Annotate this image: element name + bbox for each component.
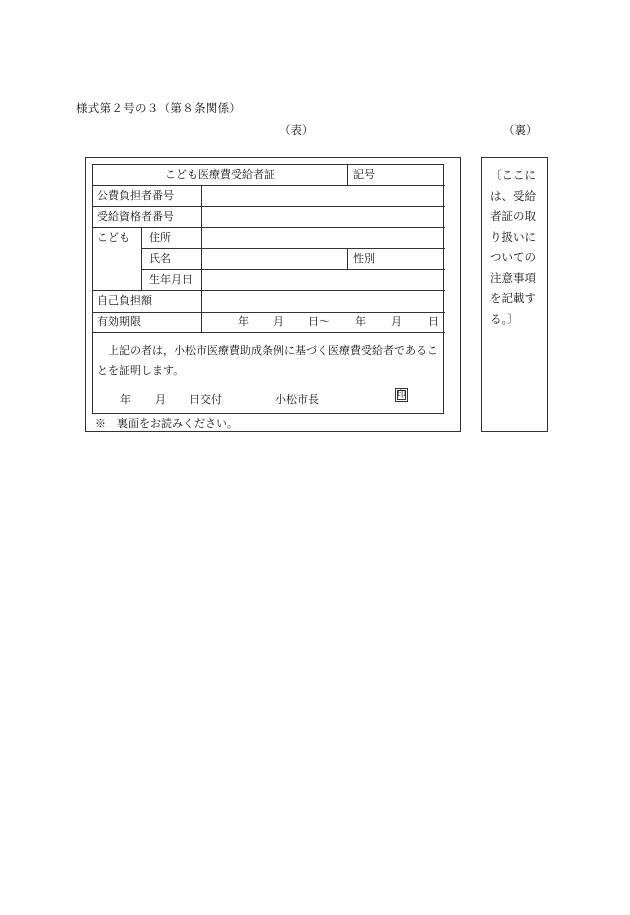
- birthdate-label: 生年月日: [149, 273, 193, 286]
- row-divider: [141, 269, 445, 270]
- certification-statement: 上記の者は，小松市医療費助成条例に基づく医療費受給者であることを証明します。: [97, 344, 438, 377]
- col-divider: [347, 248, 348, 269]
- back-line: る。〕: [490, 311, 519, 326]
- kigo-label: 記号: [353, 168, 375, 181]
- validity-day-2: 日: [428, 315, 439, 328]
- recipient-label: 受給資格者番号: [97, 210, 174, 223]
- back-card: [481, 157, 548, 432]
- copay-label: 自己負担額: [97, 294, 152, 307]
- back-line: は、受給: [490, 188, 536, 203]
- validity-month-1: 月: [273, 315, 284, 328]
- front-label: （表）: [279, 123, 314, 137]
- seal-char: 印: [396, 390, 406, 400]
- mayor-title: 小松市長: [275, 393, 319, 406]
- back-line: り扱いに: [490, 229, 536, 244]
- card-title: こども医療費受給者証: [165, 168, 275, 181]
- row-divider: [141, 248, 445, 249]
- back-line: を記載す: [490, 291, 536, 305]
- col-divider: [141, 227, 142, 290]
- row-divider: [93, 290, 445, 291]
- row-divider: [93, 185, 445, 186]
- back-line: 注意事項: [490, 270, 536, 285]
- gender-label: 性別: [353, 252, 375, 265]
- issue-day: 日交付: [189, 393, 222, 406]
- issue-month: 月: [155, 393, 166, 406]
- validity-year-1: 年: [238, 315, 249, 328]
- validity-month-2: 月: [391, 315, 402, 328]
- back-line: 〔ここに: [490, 168, 536, 182]
- col-divider: [347, 165, 348, 186]
- row-divider: [93, 227, 445, 228]
- back-instructions: [490, 165, 546, 329]
- col-divider: [201, 185, 202, 332]
- back-label: （裏）: [503, 123, 538, 137]
- validity-label: 有効期限: [97, 315, 141, 328]
- seal-mark: [395, 388, 408, 402]
- back-line: 者証の取: [490, 209, 536, 223]
- issue-year: 年: [120, 393, 131, 406]
- row-divider: [93, 312, 445, 313]
- name-label: 氏名: [149, 252, 171, 265]
- public-payer-label: 公費負担者番号: [97, 189, 174, 202]
- row-divider: [93, 332, 445, 333]
- back-note: ※ 裏面をお読みください。: [95, 417, 238, 430]
- address-label: 住所: [149, 231, 171, 244]
- validity-year-2: 年: [355, 315, 366, 328]
- validity-day-1: 日〜: [308, 315, 330, 328]
- front-card: [85, 157, 461, 432]
- back-line: ついての: [490, 250, 536, 264]
- form-title: 様式第２号の３（第８条関係）: [76, 101, 242, 115]
- row-divider: [93, 206, 445, 207]
- certificate-table: [92, 164, 444, 414]
- child-label: こども: [97, 231, 130, 244]
